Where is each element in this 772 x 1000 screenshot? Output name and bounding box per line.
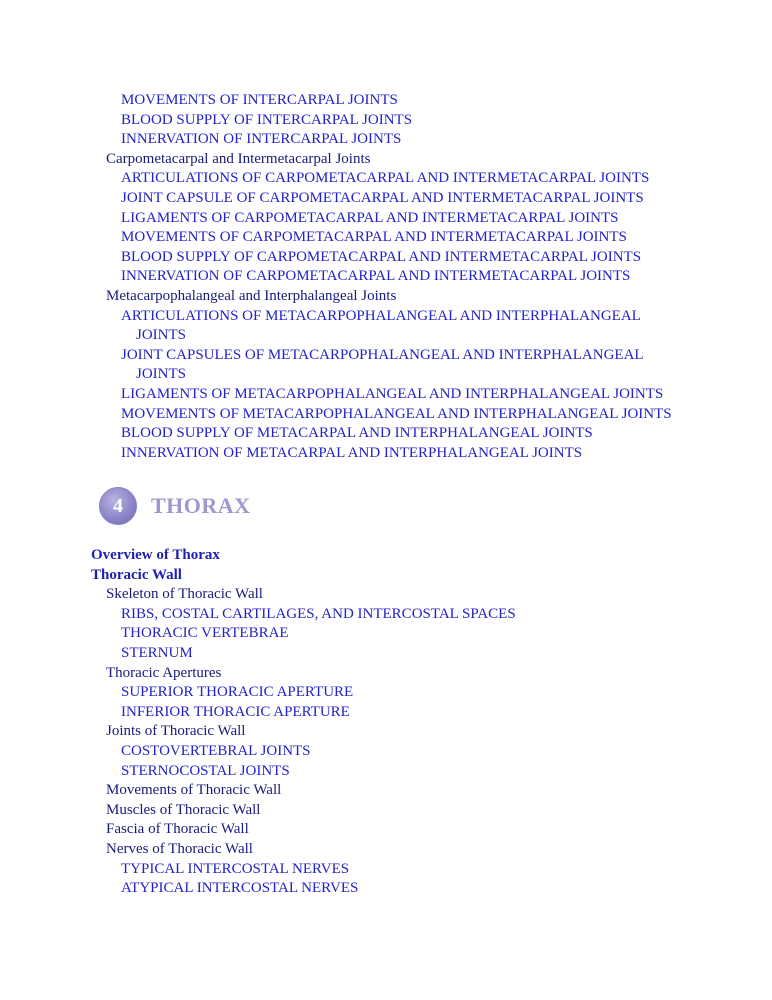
toc-topic-link[interactable]: JOINT CAPSULES OF METACARPOPHALANGEAL AND INTERPHALANGEAL [121, 346, 644, 363]
toc-topic-link[interactable]: INFERIOR THORACIC APERTURE [121, 703, 350, 720]
toc-topic-link[interactable]: ARTICULATIONS OF CARPOMETACARPAL AND INTERMETACARPAL JOINTS [121, 170, 650, 187]
toc-topic-link-continued[interactable]: JOINTS [136, 327, 187, 344]
toc-topic-link[interactable]: THORACIC VERTEBRAE [121, 625, 289, 642]
toc-topic-link[interactable]: INNERVATION OF INTERCARPAL JOINTS [121, 131, 402, 148]
toc-section-link[interactable]: Thoracic Wall [91, 566, 182, 583]
toc-subsection-link[interactable]: Movements of Thoracic Wall [106, 782, 282, 799]
toc-subsection-link[interactable]: Carpometacarpal and Intermetacarpal Joints [106, 150, 371, 167]
toc-topic-link[interactable]: JOINT CAPSULE OF CARPOMETACARPAL AND INTERMETACARPAL JOINTS [121, 190, 644, 206]
toc-topic-link-continued[interactable]: JOINTS [136, 366, 187, 383]
toc-subsection-link[interactable]: Joints of Thoracic Wall [106, 723, 246, 740]
toc-topic-link[interactable]: INNERVATION OF METACARPAL AND INTERPHALANGEAL JOINTS [121, 444, 583, 461]
toc-section-link[interactable]: Overview of Thorax [91, 547, 220, 563]
toc-topic-link[interactable]: ATYPICAL INTERCOSTAL NERVES [121, 880, 359, 897]
toc-topic-link[interactable]: STERNOCOSTAL JOINTS [121, 762, 290, 779]
toc-topic-link[interactable]: COSTOVERTEBRAL JOINTS [121, 743, 311, 759]
chapter-number-badge: 4 [99, 487, 137, 525]
toc-topic-link[interactable]: ARTICULATIONS OF METACARPOPHALANGEAL AND INTERPHALANGEAL [121, 307, 641, 324]
toc-topic-link[interactable]: MOVEMENTS OF INTERCARPAL JOINTS [121, 92, 398, 108]
toc-topic-link[interactable]: BLOOD SUPPLY OF CARPOMETACARPAL AND INTERMETACARPAL JOINTS [121, 248, 642, 265]
toc-topic-link[interactable]: BLOOD SUPPLY OF METACARPAL AND INTERPHALANGEAL JOINTS [121, 425, 593, 442]
toc-topic-link[interactable]: TYPICAL INTERCOSTAL NERVES [121, 860, 350, 877]
toc-topic-link[interactable]: RIBS, COSTAL CARTILAGES, AND INTERCOSTAL SPACES [121, 605, 516, 622]
chapter-title[interactable]: THORAX [151, 493, 251, 518]
toc-topic-link[interactable]: LIGAMENTS OF METACARPOPHALANGEAL AND INTERPHALANGEAL JOINTS [121, 386, 664, 402]
toc-topic-link[interactable]: STERNUM [121, 645, 193, 661]
toc-topic-link[interactable]: INNERVATION OF CARPOMETACARPAL AND INTERMETACARPAL JOINTS [121, 268, 631, 285]
toc-subsection-link[interactable]: Muscles of Thoracic Wall [106, 801, 261, 818]
toc-subsection-link[interactable]: Fascia of Thoracic Wall [106, 821, 249, 838]
toc-topic-link[interactable]: BLOOD SUPPLY OF INTERCARPAL JOINTS [121, 111, 413, 128]
toc-topic-link[interactable]: LIGAMENTS OF CARPOMETACARPAL AND INTERMETACARPAL JOINTS [121, 209, 619, 226]
toc-subsection-link[interactable]: Nerves of Thoracic Wall [106, 841, 253, 857]
toc-subsection-link[interactable]: Thoracic Apertures [106, 664, 222, 681]
toc-topic-link[interactable]: MOVEMENTS OF CARPOMETACARPAL AND INTERMETACARPAL JOINTS [121, 229, 627, 246]
toc-topic-link[interactable]: MOVEMENTS OF METACARPOPHALANGEAL AND INTERPHALANGEAL JOINTS [121, 405, 672, 422]
toc-subsection-link[interactable]: Metacarpophalangeal and Interphalangeal Joints [106, 288, 397, 304]
toc-subsection-link[interactable]: Skeleton of Thoracic Wall [106, 586, 263, 603]
toc-topic-link[interactable]: SUPERIOR THORACIC APERTURE [121, 684, 354, 701]
